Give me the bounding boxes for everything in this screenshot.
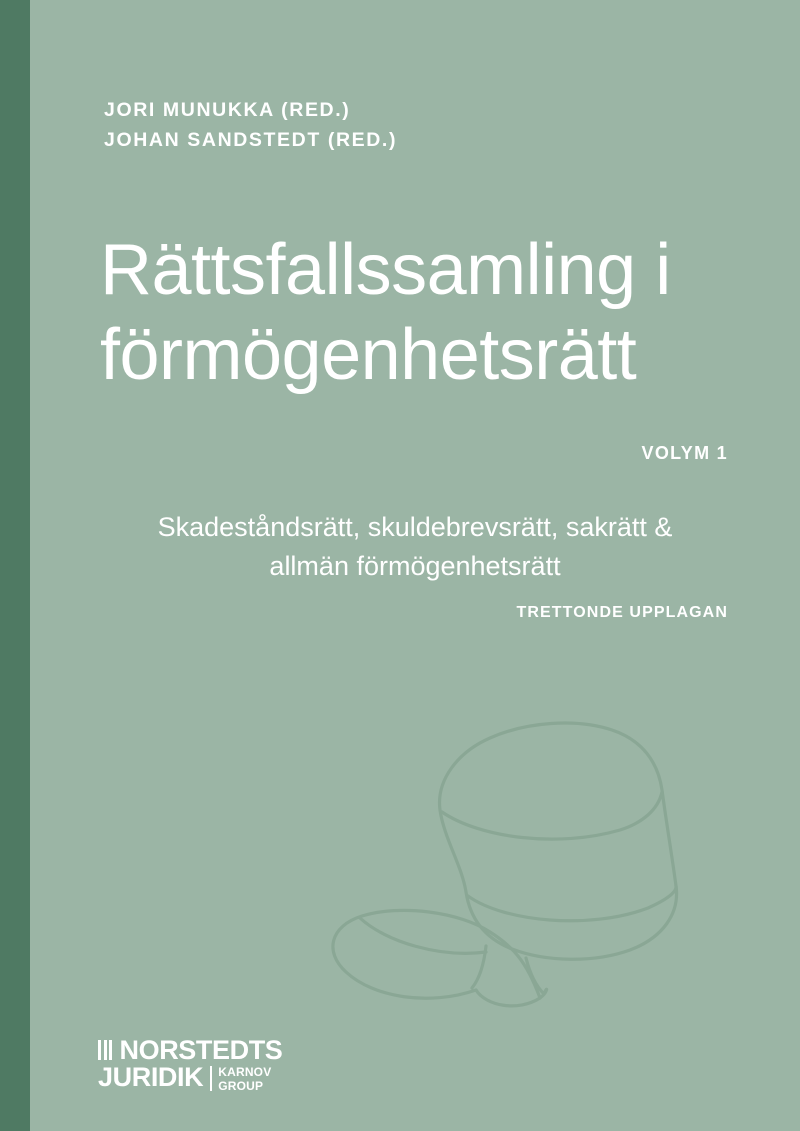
book-title (100, 228, 740, 398)
gavel-icon (290, 660, 760, 1040)
publisher-name-line-2: JURIDIK (98, 1062, 204, 1093)
editors-block (104, 96, 397, 155)
book-title-line-2: förmögenhetsrätt (100, 314, 637, 395)
publisher-group-name (218, 1064, 271, 1093)
publisher-name-line-1: NORSTEDTS (119, 1034, 283, 1065)
publisher-logo (98, 1034, 283, 1093)
cover-content (30, 0, 800, 1131)
book-subtitle (90, 508, 740, 586)
book-title-line-1: Rättsfallssamling i (100, 230, 671, 310)
publisher-logo-row-1 (98, 1034, 283, 1065)
editor-name-1: JORI MUNUKKA (RED.) (104, 99, 351, 121)
publisher-group-line-2: GROUP (218, 1078, 264, 1093)
edition-label: TRETTONDE UPPLAGAN (516, 604, 728, 621)
book-subtitle-line-1: Skadeståndsrätt, skuldebrevsrätt, sakrätt & (157, 512, 673, 542)
book-subtitle-line-2: allmän förmögenhetsrätt (269, 551, 561, 582)
logo-divider (210, 1066, 212, 1091)
cover-spine-strip (0, 0, 30, 1131)
logo-bars-icon (98, 1037, 115, 1060)
publisher-group-line-1: KARNOV (218, 1065, 272, 1080)
volume-label: VOLYM 1 (641, 443, 728, 463)
editor-name-2: JOHAN SANDSTEDT (RED.) (104, 128, 398, 151)
publisher-logo-row-2 (98, 1064, 282, 1093)
